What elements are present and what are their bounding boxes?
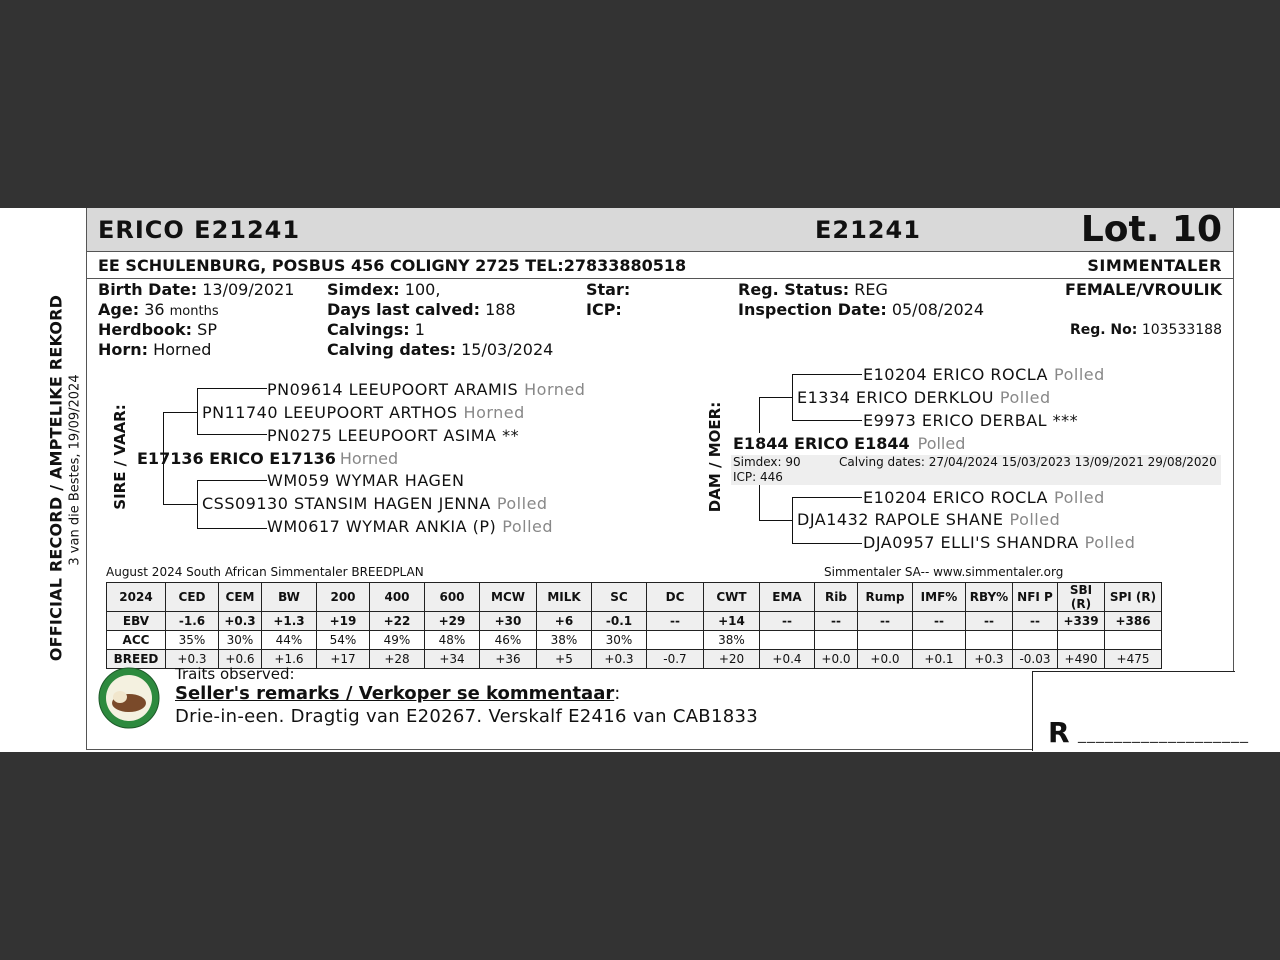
price-input-line[interactable]: ___________________: [1078, 724, 1249, 743]
ebv-cell: +0.4: [760, 650, 815, 669]
remarks-heading: Seller's remarks / Verkoper se kommentaar:: [175, 683, 621, 704]
ebv-cell: --: [760, 612, 815, 631]
ebv-cell: +0.3: [592, 650, 647, 669]
inspection-date: Inspection Date: 05/08/2024: [738, 300, 985, 319]
ebv-cell: --: [913, 612, 966, 631]
reg-status: Reg. Status: REG: [738, 280, 888, 299]
sire-sire-sire: PN09614 LEEUPOORT ARAMIS Horned: [267, 380, 586, 399]
pedigree-line: [792, 497, 862, 498]
ebv-cell: +0.0: [858, 650, 913, 669]
pedigree-line: [197, 388, 267, 389]
sire-sire: PN11740 LEEUPOORT ARTHOS Horned: [202, 403, 525, 422]
ebv-cell: --: [815, 612, 858, 631]
dam-label: DAM / MOER:: [706, 401, 724, 513]
pedigree-line: [792, 374, 793, 420]
sire-sire-dam: PN0275 LEEUPOORT ASIMA **: [267, 426, 520, 445]
ebv-cell: 400: [370, 583, 425, 612]
sire-dam-dam: WM0617 WYMAR ANKIA (P) Polled: [267, 517, 554, 536]
ebv-cell: +20: [704, 650, 760, 669]
lot-card: [86, 208, 1249, 750]
pedigree-line: [759, 397, 760, 433]
ebv-cell: [858, 631, 913, 650]
ebv-cell: +0.1: [913, 650, 966, 669]
ebv-cell: 600: [425, 583, 480, 612]
horn-status: Horn: Horned: [98, 340, 212, 359]
sex: FEMALE/VROULIK: [1065, 280, 1222, 299]
traits-observed: Traits observed:: [175, 665, 295, 683]
remarks-text: Drie-in-een. Dragtig van E20267. Verskalf E2416 van CAB1833: [175, 706, 758, 727]
simmentaler-logo: [98, 667, 160, 729]
ebv-cell: +14: [704, 612, 760, 631]
ebv-cell: 49%: [370, 631, 425, 650]
ebv-cell: +1.3: [262, 612, 317, 631]
pedigree-line: [759, 397, 792, 398]
ebv-cell: --: [1013, 612, 1058, 631]
ebv-cell: +490: [1058, 650, 1105, 669]
ebv-cell: [647, 631, 704, 650]
ebv-cell: 38%: [537, 631, 592, 650]
ebv-cell: MCW: [480, 583, 537, 612]
pedigree-line: [163, 412, 197, 413]
ebv-cell: -0.7: [647, 650, 704, 669]
ebv-cell: --: [858, 612, 913, 631]
ebv-cell: CED: [166, 583, 219, 612]
ebv-cell: 48%: [425, 631, 480, 650]
birth-date: Birth Date: 13/09/2021: [98, 280, 295, 299]
ebv-cell: +0.3: [219, 612, 262, 631]
reg-no: Reg. No: 103533188: [1069, 322, 1222, 338]
pedigree-line: [197, 480, 267, 481]
ebv-cell: [815, 631, 858, 650]
ebv-cell: +36: [480, 650, 537, 669]
ebv-cell: 46%: [480, 631, 537, 650]
price-currency: R: [1048, 716, 1070, 749]
ebv-row: [107, 631, 1162, 650]
official-record-label: OFFICIAL RECORD / AMPTELIKE REKORD: [46, 294, 66, 662]
dam-icp: ICP: 446: [733, 470, 783, 484]
ebv-cell: +339: [1058, 612, 1105, 631]
ebv-cell: [1105, 631, 1162, 650]
card-header: [87, 208, 1233, 252]
pedigree-line: [792, 497, 793, 543]
breedplan-caption: August 2024 South African Simmentaler BREEDPLAN: [106, 565, 424, 579]
owner-row: [87, 252, 1233, 279]
ebv-cell: [1058, 631, 1105, 650]
ebv-cell: 44%: [262, 631, 317, 650]
dam-dam: DJA1432 RAPOLE SHANE Polled: [797, 510, 1061, 529]
ebv-cell: +29: [425, 612, 480, 631]
ebv-cell: DC: [647, 583, 704, 612]
ebv-cell: 54%: [317, 631, 370, 650]
dam-sire-dam: E9973 ERICO DERBAL ***: [863, 411, 1079, 430]
ebv-cell: 35%: [166, 631, 219, 650]
ebv-cell: MILK: [537, 583, 592, 612]
ebv-cell: 200: [317, 583, 370, 612]
ebv-cell: +19: [317, 612, 370, 631]
ebv-cell: EMA: [760, 583, 815, 612]
owner-details: EE SCHULENBURG, POSBUS 456 COLIGNY 2725 TEL:27833880518: [98, 256, 687, 275]
ebv-row: [107, 612, 1162, 631]
pedigree-line: [792, 420, 862, 421]
sale-date-label: 3 van die Bestes, 19/09/2024: [67, 374, 83, 566]
star-label: Star:: [586, 280, 631, 299]
pedigree-line: [163, 504, 197, 505]
ebv-cell: +30: [480, 612, 537, 631]
ebv-cell: 30%: [592, 631, 647, 650]
pedigree-line: [792, 543, 862, 544]
ebv-cell: SC: [592, 583, 647, 612]
ebv-cell: +6: [537, 612, 592, 631]
pedigree-line: [197, 528, 267, 529]
ebv-cell: CEM: [219, 583, 262, 612]
price-box: [1032, 671, 1249, 751]
ebv-cell: +17: [317, 650, 370, 669]
ebv-cell: [913, 631, 966, 650]
ebv-cell: Rump: [858, 583, 913, 612]
ebv-row-header: 2024: [107, 583, 166, 612]
ebv-cell: IMF%: [913, 583, 966, 612]
dam-sire-sire: E10204 ERICO ROCLA Polled: [863, 365, 1105, 384]
animal-name: ERICO E21241: [98, 216, 301, 244]
cattle-head-icon: [113, 691, 127, 703]
ebv-cell: [760, 631, 815, 650]
pedigree-line: [759, 520, 792, 521]
ebv-cell: 30%: [219, 631, 262, 650]
ebv-cell: +1.6: [262, 650, 317, 669]
ebv-cell: [966, 631, 1013, 650]
sire-dam-sire: WM059 WYMAR HAGEN: [267, 471, 465, 490]
ebv-cell: -1.6: [166, 612, 219, 631]
animal-id: E21241: [815, 216, 921, 244]
ebv-cell: SBI (R): [1058, 583, 1105, 612]
herdbook: Herdbook: SP: [98, 320, 217, 339]
pedigree-line: [759, 485, 760, 520]
icp-label: ICP:: [586, 300, 622, 319]
ebv-cell: [1013, 631, 1058, 650]
ebv-row-header: ACC: [107, 631, 166, 650]
ebv-cell: Rib: [815, 583, 858, 612]
simdex: Simdex: 100,: [327, 280, 441, 299]
ebv-cell: +5: [537, 650, 592, 669]
pedigree-line: [792, 374, 862, 375]
dam-dam-sire: E10204 ERICO ROCLA Polled: [863, 488, 1105, 507]
ebv-cell: RBY%: [966, 583, 1013, 612]
dam: E1844 ERICO E1844 Polled: [733, 434, 966, 453]
ebv-cell: +0.3: [166, 650, 219, 669]
pedigree-line: [197, 480, 198, 528]
ebv-cell: --: [966, 612, 1013, 631]
days-last-calved: Days last calved: 188: [327, 300, 516, 319]
ebv-cell: -0.1: [592, 612, 647, 631]
ebv-cell: BW: [262, 583, 317, 612]
ebv-row-header: EBV: [107, 612, 166, 631]
ebv-cell: +386: [1105, 612, 1162, 631]
dam-simdex: Simdex: 90: [733, 455, 801, 469]
ebv-row: [107, 583, 1162, 612]
lot-number: Lot. 10: [1080, 209, 1222, 250]
dam-sire: E1334 ERICO DERKLOU Polled: [797, 388, 1051, 407]
ebv-cell: +0.3: [966, 650, 1013, 669]
ebv-cell: +0.0: [815, 650, 858, 669]
pedigree-line: [197, 434, 267, 435]
sire-dam: CSS09130 STANSIM HAGEN JENNA Polled: [202, 494, 548, 513]
sire: E17136 ERICO E17136 Horned: [137, 449, 399, 468]
ebv-cell: +475: [1105, 650, 1162, 669]
calvings: Calvings: 1: [327, 320, 425, 339]
ebv-row-header: BREED: [107, 650, 166, 669]
ebv-cell: SPI (R): [1105, 583, 1162, 612]
pedigree-line: [197, 388, 198, 434]
ebv-cell: +28: [370, 650, 425, 669]
ebv-cell: +22: [370, 612, 425, 631]
simmentaler-website: Simmentaler SA-- www.simmentaler.org: [824, 565, 1064, 579]
ebv-cell: NFI P: [1013, 583, 1058, 612]
ebv-cell: +0.6: [219, 650, 262, 669]
calving-dates: Calving dates: 15/03/2024: [327, 340, 554, 359]
sire-label: SIRE / VAAR:: [111, 404, 129, 510]
ebv-cell: +34: [425, 650, 480, 669]
breed-name: SIMMENTALER: [1087, 256, 1222, 275]
dam-dam-dam: DJA0957 ELLI'S SHANDRA Polled: [863, 533, 1136, 552]
ebv-cell: 38%: [704, 631, 760, 650]
ebv-table: [106, 582, 1162, 669]
ebv-cell: CWT: [704, 583, 760, 612]
dam-calving-dates: Calving dates: 27/04/2024 15/03/2023 13/09/2021 29/08/2020: [839, 455, 1217, 469]
age: Age: 36 months: [98, 300, 219, 319]
ebv-cell: -0.03: [1013, 650, 1058, 669]
ebv-cell: --: [647, 612, 704, 631]
